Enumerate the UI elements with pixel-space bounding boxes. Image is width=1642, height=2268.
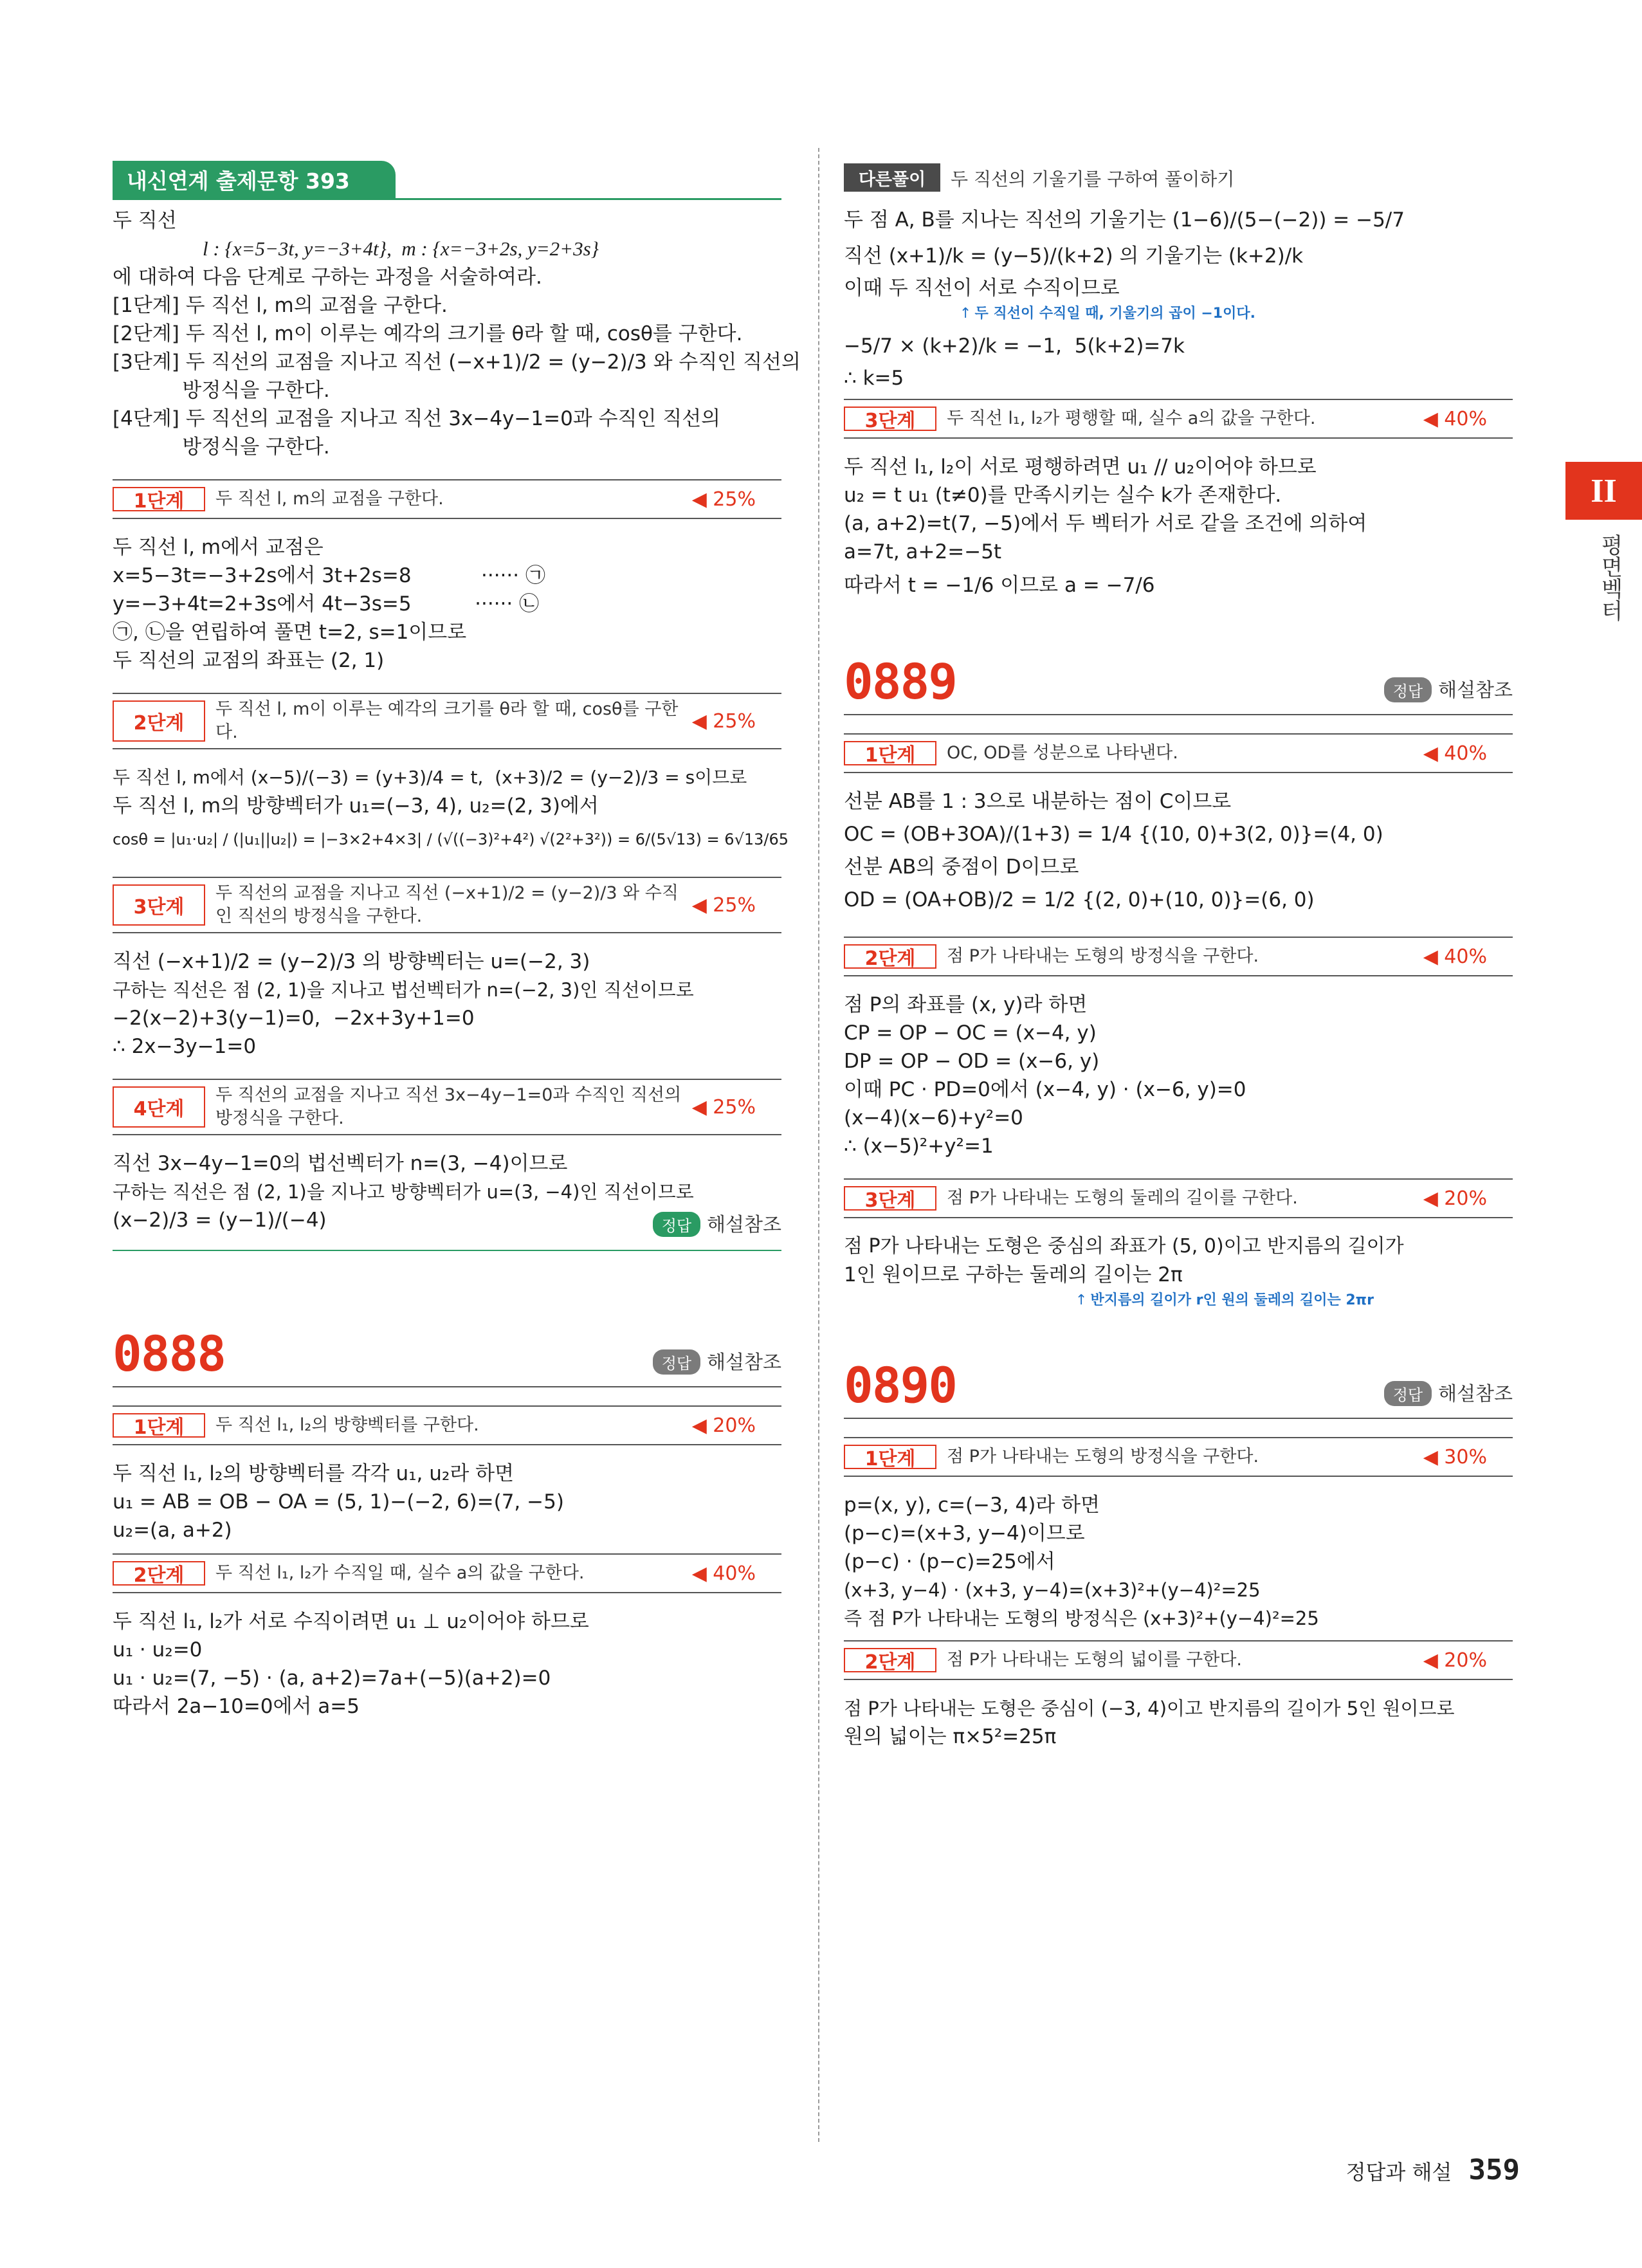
- solution-line: cosθ = |u₁·u₂| / (|u₁||u₂|) = |−3×2+4×3| / (√((−3)²+4²) √(2²+3²)) = 6/(5√13) = 6√13/65: [113, 830, 789, 848]
- solution-line: 점 P가 나타내는 도형은 중심의 좌표가 (5, 0)이고 반지름의 길이가: [844, 1235, 1404, 1257]
- intro-line: 에 대하여 다음 단계로 구하는 과정을 서술하여라.: [113, 266, 542, 289]
- solution-line: ∴ (x−5)²+y²=1: [844, 1135, 994, 1158]
- solution-line: 두 직선 l₁, l₂이 서로 평행하려면 u₁ // u₂이어야 하므로: [844, 455, 1317, 479]
- page-number: 359: [1468, 2154, 1520, 2186]
- annotation-text: 반지름의 길이가 r인 원의 둘레의 길이는 2πr: [1090, 1292, 1374, 1308]
- alt-solution-tag: 다른풀이: [844, 163, 940, 192]
- step-label: 3단계: [113, 884, 205, 926]
- intro-line: [4단계] 두 직선의 교점을 지나고 직선 3x−4y−1=0과 수직인 직선의: [113, 407, 721, 430]
- solution-line: OD = (OA+OB)/2 = 1/2 {(2, 0)+(10, 0)}=(6, 0): [844, 888, 1315, 911]
- solution-line: u₁ · u₂=0: [113, 1638, 203, 1661]
- solution-line: (a, a+2)=t(7, −5)에서 두 벡터가 서로 같을 조건에 의하여: [844, 512, 1367, 535]
- intro-line: [3단계] 두 직선의 교점을 지나고 직선 (−x+1)/2 = (y−2)/3 와 수직인 직선의: [113, 351, 801, 374]
- step-description: 두 직선 l, m이 이루는 예각의 크기를 θ라 할 때, cosθ를 구한다.: [215, 699, 679, 742]
- solution-line: 선분 AB를 1 : 3으로 내분하는 점이 C이므로: [844, 790, 1232, 813]
- arrow-up-icon: ↑: [960, 306, 972, 322]
- answer-badge: 정답: [1384, 677, 1432, 702]
- answer-text: 해설참조: [707, 1351, 781, 1374]
- step-weight: ◀ 40%: [691, 1562, 756, 1585]
- solution-line: 직선 3x−4y−1=0의 법선벡터가 n=(3, −4)이므로: [113, 1152, 568, 1175]
- solution-line: 직선 (−x+1)/2 = (y−2)/3 의 방향벡터는 u=(−2, 3): [113, 950, 590, 973]
- alt-solution-title: 두 직선의 기울기를 구하여 풀이하기: [951, 169, 1235, 190]
- answer-reference: [1384, 674, 1513, 702]
- step-label: 4단계: [113, 1086, 205, 1128]
- step-4-header: [113, 1079, 781, 1135]
- intro-line: 두 직선: [113, 209, 177, 232]
- problem-0888-header: [113, 1322, 781, 1387]
- problem-0890-header: [844, 1353, 1513, 1419]
- problem-number: 0889: [844, 653, 957, 710]
- answer-text: 해설참조: [707, 1214, 781, 1236]
- step-description: 두 직선 l₁, l₂가 평행할 때, 실수 a의 값을 구한다.: [947, 408, 1316, 428]
- step-description: 점 P가 나타내는 도형의 넓이를 구한다.: [947, 1650, 1243, 1670]
- solution-line: 즉 점 P가 나타내는 도형의 방정식은 (x+3)²+(y−4)²=25: [844, 1607, 1319, 1629]
- step-1-header: [844, 733, 1513, 773]
- step-weight: ◀ 20%: [1423, 1187, 1487, 1210]
- step-label: 2단계: [113, 1561, 205, 1586]
- step-description: 점 P가 나타내는 도형의 방정식을 구한다.: [947, 946, 1259, 966]
- step-label: 1단계: [844, 1445, 936, 1469]
- footer-label: 정답과 해설: [1346, 2160, 1452, 2184]
- solution-line: 원의 넓이는 π×5²=25π: [844, 1725, 1057, 1748]
- problem-number: 0888: [113, 1325, 226, 1382]
- step-weight: ◀ 25%: [691, 1095, 756, 1119]
- solution-line: 구하는 직선은 점 (2, 1)을 지나고 법선벡터가 n=(−2, 3)인 직선이므로: [113, 979, 694, 1001]
- solution-line: 두 직선 l, m에서 (x−5)/(−3) = (y+3)/4 = t, (x+3)/2 = (y−2)/3 = s이므로: [113, 767, 747, 788]
- step-3-header: [844, 1178, 1513, 1218]
- problem-number: 0890: [844, 1357, 957, 1414]
- solution-line: ∴ k=5: [844, 367, 904, 390]
- intro-line: 방정식을 구한다.: [113, 379, 330, 402]
- step-label: 3단계: [844, 1186, 936, 1211]
- solution-line: 점 P가 나타내는 도형은 중심이 (−3, 4)이고 반지름의 길이가 5인 원이므로: [844, 1697, 1455, 1719]
- answer-reference: [653, 1209, 781, 1237]
- solution-line: (x+3, y−4) · (x+3, y−4)=(x+3)²+(y−4)²=25: [844, 1579, 1261, 1601]
- step-weight: ◀ 25%: [691, 709, 756, 733]
- answer-row: [113, 1206, 781, 1238]
- step-3-header: [113, 877, 781, 933]
- answer-text: 해설참조: [1438, 679, 1513, 702]
- step-label: 1단계: [113, 1413, 205, 1438]
- step-2-header: [844, 1640, 1513, 1680]
- annotation: [844, 1289, 1513, 1315]
- answer-badge: 정답: [653, 1349, 700, 1375]
- intro-line: l : {x=5−3t, y=−3+4t}, m : {x=−3+2s, y=2+3s}: [203, 237, 599, 260]
- annotation-text: 두 직선이 수직일 때, 기울기의 곱이 −1이다.: [974, 306, 1255, 322]
- step-2-header: [113, 693, 781, 749]
- solution-line: ∴ 2x−3y−1=0: [113, 1035, 257, 1058]
- left-column: [113, 161, 801, 1721]
- step-weight: ◀ 25%: [691, 893, 756, 917]
- answer-text: 해설참조: [1438, 1383, 1513, 1405]
- solution-line: x=5−3t=−3+2s에서 3t+2s=8 ······ ㉠: [113, 564, 545, 587]
- solution-line: 구하는 직선은 점 (2, 1)을 지나고 방향벡터가 u=(3, −4)인 직선이므로: [113, 1181, 694, 1203]
- solution-line: y=−3+4t=2+3s에서 4t−3s=5 ······ ㉡: [113, 592, 540, 616]
- solution-line: 두 점 A, B를 지나는 직선의 기울기는 (1−6)/(5−(−2)) = −5/7: [844, 208, 1405, 232]
- solution-line: −2(x−2)+3(y−1)=0, −2x+3y+1=0: [113, 1007, 475, 1030]
- answer-reference: [653, 1346, 781, 1375]
- step-label: 3단계: [844, 407, 936, 431]
- solution-line: −5/7 × (k+2)/k = −1, 5(k+2)=7k: [844, 334, 1185, 358]
- step-label: 2단계: [844, 944, 936, 969]
- solution-line: 이때 두 직선이 서로 수직이므로: [844, 277, 1120, 300]
- step-2-header: [844, 937, 1513, 976]
- solution-line: u₂=(a, a+2): [113, 1519, 232, 1542]
- step-weight: ◀ 25%: [691, 488, 756, 511]
- section-rule: [113, 1250, 781, 1251]
- step-description: 두 직선 l, m의 교점을 구한다.: [215, 489, 444, 509]
- solution-line: 따라서 2a−10=0에서 a=5: [113, 1695, 360, 1718]
- answer-badge: 정답: [653, 1212, 700, 1237]
- intro-line: [1단계] 두 직선 l, m의 교점을 구한다.: [113, 294, 448, 317]
- step-description: 두 직선의 교점을 지나고 직선 3x−4y−1=0과 수직인 직선의 방정식을 구한다.: [215, 1085, 682, 1128]
- solution-line: p=(x, y), c=(−3, 4)라 하면: [844, 1494, 1100, 1517]
- solution-line: 두 직선 l, m에서 교점은: [113, 536, 324, 559]
- step-weight: ◀ 40%: [1423, 407, 1487, 430]
- solution-line: (x−2)/3 = (y−1)/(−4): [113, 1209, 327, 1232]
- alt-solution-header: [844, 161, 1513, 196]
- solution-line: 1인 원이므로 구하는 둘레의 길이는 2π: [844, 1263, 1183, 1286]
- solution-line: 이때 PC · PD=0에서 (x−4, y) · (x−6, y)=0: [844, 1078, 1246, 1101]
- step-description: 두 직선 l₁, l₂가 수직일 때, 실수 a의 값을 구한다.: [215, 1563, 585, 1583]
- solution-line: 점 P의 좌표를 (x, y)라 하면: [844, 993, 1088, 1016]
- step-weight: ◀ 40%: [1423, 945, 1487, 968]
- problem-0889-header: [844, 650, 1513, 715]
- step-description: 두 직선의 교점을 지나고 직선 (−x+1)/2 = (y−2)/3 와 수직인 직선의 방정식을 구한다.: [215, 883, 679, 926]
- step-1-header: [113, 1405, 781, 1445]
- step-label: 2단계: [113, 700, 205, 742]
- solution-line: (p−c) · (p−c)=25에서: [844, 1550, 1055, 1573]
- exam-link-header: [113, 161, 781, 200]
- step-description: 점 P가 나타내는 도형의 방정식을 구한다.: [947, 1447, 1259, 1467]
- solution-line: OC = (OB+3OA)/(1+3) = 1/4 {(10, 0)+3(2, 0)}=(4, 0): [844, 823, 1383, 846]
- solution-line: u₁ · u₂=(7, −5) · (a, a+2)=7a+(−5)(a+2)=0: [113, 1667, 551, 1690]
- step-label: 1단계: [113, 487, 205, 511]
- step-3-header: [844, 399, 1513, 439]
- solution-line: 두 직선 l₁, l₂가 서로 수직이려면 u₁ ⊥ u₂이어야 하므로: [113, 1610, 589, 1633]
- solution-line: 두 직선의 교점의 좌표는 (2, 1): [113, 649, 385, 672]
- chapter-tab: II: [1565, 462, 1642, 520]
- step-label: 1단계: [844, 741, 936, 765]
- solution-line: 두 직선 l, m의 방향벡터가 u₁=(−3, 4), u₂=(2, 3)에서: [113, 794, 599, 818]
- solution-line: 선분 AB의 중점이 D이므로: [844, 855, 1079, 879]
- step-1-header: [113, 479, 781, 519]
- solution-line: u₂ = t u₁ (t≠0)를 만족시키는 실수 k가 존재한다.: [844, 484, 1282, 507]
- column-divider: [818, 148, 819, 2142]
- step-weight: ◀ 20%: [1423, 1649, 1487, 1672]
- step-description: 두 직선 l₁, l₂의 방향벡터를 구한다.: [215, 1415, 479, 1435]
- solution-line: (p−c)=(x+3, y−4)이므로: [844, 1522, 1085, 1545]
- page-footer: [1346, 2154, 1520, 2186]
- step-2-header: [113, 1553, 781, 1593]
- right-column: [844, 161, 1513, 1751]
- step-description: OC, OD를 성분으로 나타낸다.: [947, 743, 1178, 763]
- chapter-label: 평면벡터: [1597, 534, 1623, 621]
- solution-line: 따라서 t = −1/6 이므로 a = −7/6: [844, 574, 1155, 597]
- intro-line: [2단계] 두 직선 l, m이 이루는 예각의 크기를 θ라 할 때, cosθ를 구한다.: [113, 322, 743, 345]
- answer-reference: [1384, 1378, 1513, 1406]
- annotation: [844, 302, 1513, 328]
- arrow-up-icon: ↑: [1075, 1292, 1088, 1308]
- solution-line: a=7t, a+2=−5t: [844, 540, 1002, 563]
- solution-line: 직선 (x+1)/k = (y−5)/(k+2) 의 기울기는 (k+2)/k: [844, 244, 1304, 268]
- step-weight: ◀ 20%: [691, 1414, 756, 1437]
- solution-line: u₁ = AB = OB − OA = (5, 1)−(−2, 6)=(7, −5): [113, 1490, 564, 1514]
- solution-line: (x−4)(x−6)+y²=0: [844, 1106, 1023, 1129]
- problem-intro: [113, 206, 801, 461]
- solution-line: 두 직선 l₁, l₂의 방향벡터를 각각 u₁, u₂라 하면: [113, 1462, 515, 1485]
- intro-line: 방정식을 구한다.: [113, 435, 330, 459]
- answer-badge: 정답: [1384, 1381, 1432, 1406]
- step-1-header: [844, 1437, 1513, 1477]
- solution-line: CP = OP − OC = (x−4, y): [844, 1021, 1097, 1045]
- step-label: 2단계: [844, 1648, 936, 1672]
- solution-line: DP = OP − OD = (x−6, y): [844, 1050, 1100, 1073]
- step-weight: ◀ 30%: [1423, 1445, 1487, 1468]
- exam-link-tag: 내신연계 출제문항 393: [113, 161, 396, 198]
- step-description: 점 P가 나타내는 도형의 둘레의 길이를 구한다.: [947, 1188, 1298, 1208]
- solution-line: ㉠, ㉡을 연립하여 풀면 t=2, s=1이므로: [113, 621, 467, 644]
- step-weight: ◀ 40%: [1423, 742, 1487, 765]
